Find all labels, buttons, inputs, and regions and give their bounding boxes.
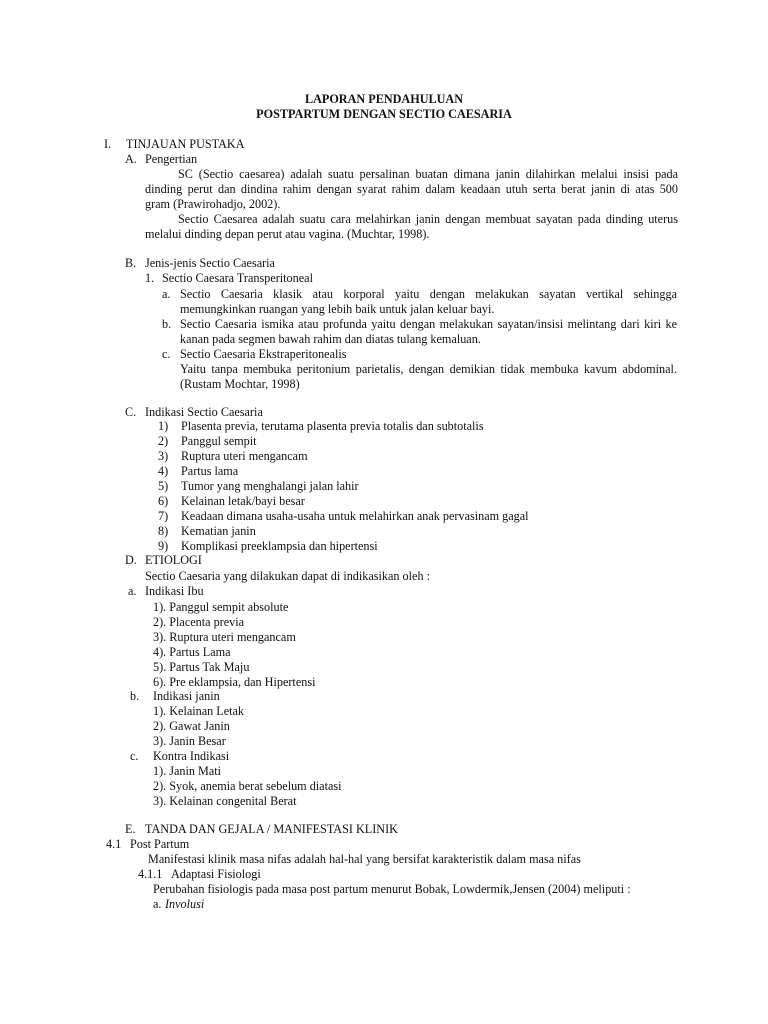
subsection-heading: Jenis-jenis Sectio Caesaria bbox=[145, 256, 275, 270]
list-item-continued: Yaitu tanpa membuka peritonium parietalis, dengan demikian tidak membuka kavum abdominal. bbox=[180, 362, 677, 376]
list-item: Plasenta previa, terutama plasenta previa totalis dan subtotalis bbox=[181, 419, 484, 433]
list-heading: Indikasi janin bbox=[153, 689, 220, 703]
list-item: Tumor yang menghalangi jalan lahir bbox=[181, 479, 359, 493]
list-item: 1). Panggul sempit absolute bbox=[153, 600, 289, 614]
paragraph-line: dinding perut dan dindina rahim dengan syarat rahim dalam keadaan utuh serta berat janin di atas 500 bbox=[145, 182, 678, 196]
subsection-label: B. bbox=[125, 256, 137, 270]
list-heading: Sectio Caesara Transperitoneal bbox=[162, 271, 313, 285]
list-letter: b. bbox=[162, 317, 172, 331]
paragraph-line: Sectio Caesaria yang dilakukan dapat di indikasikan oleh : bbox=[145, 569, 430, 583]
list-number: 5) bbox=[158, 479, 169, 493]
list-item: Sectio Caesaria klasik atau korporal yaitu dengan melakukan sayatan vertikal sehingga bbox=[180, 287, 677, 301]
list-letter: b. bbox=[130, 689, 140, 703]
paragraph-line: SC (Sectio caesarea) adalah suatu persalinan buatan dimana janin dilahirkan melalui insisi pada bbox=[178, 167, 678, 181]
list-number: 9) bbox=[158, 539, 169, 553]
list-item: 1). Kelainan Letak bbox=[153, 704, 245, 718]
subsection-heading: Pengertian bbox=[145, 152, 198, 166]
list-number: 1. bbox=[145, 271, 155, 285]
list-item: 1). Janin Mati bbox=[153, 764, 222, 778]
italic-term: Involusi bbox=[165, 897, 205, 911]
paragraph-line: gram (Prawirohadjo, 2002). bbox=[145, 197, 281, 211]
list-item-continued: memungkinkan ruangan yang lebih baik untuk jalan keluar bayi. bbox=[180, 302, 495, 316]
section-number: I. bbox=[104, 137, 112, 151]
list-letter: a. bbox=[153, 897, 162, 911]
list-number: 3) bbox=[158, 449, 169, 463]
list-item: Partus lama bbox=[181, 464, 239, 478]
list-number: 2) bbox=[158, 434, 169, 448]
list-item: Ruptura uteri mengancam bbox=[181, 449, 308, 463]
list-item: 6). Pre eklampsia, dan Hipertensi bbox=[153, 675, 316, 689]
list-item: 2). Syok, anemia berat sebelum diatasi bbox=[153, 779, 342, 793]
section-number: 4.1.1 bbox=[138, 867, 163, 881]
list-number: 7) bbox=[158, 509, 169, 523]
subsection-label: D. bbox=[125, 553, 137, 567]
list-number: 6) bbox=[158, 494, 169, 508]
list-item-continued: (Rustam Mochtar, 1998) bbox=[180, 377, 300, 391]
list-letter: a. bbox=[128, 584, 137, 598]
subsection-label: E. bbox=[125, 822, 136, 836]
list-item: 2). Placenta previa bbox=[153, 615, 245, 629]
list-heading: Adaptasi Fisiologi bbox=[171, 867, 261, 881]
list-heading: Post Partum bbox=[130, 837, 190, 851]
list-item: 5). Partus Tak Maju bbox=[153, 660, 250, 674]
list-letter: c. bbox=[130, 749, 139, 763]
section-heading: TINJAUAN PUSTAKA bbox=[126, 137, 245, 151]
list-heading: Kontra Indikasi bbox=[153, 749, 230, 763]
list-item: Sectio Caesaria Ekstraperitonealis bbox=[180, 347, 347, 361]
list-letter: c. bbox=[162, 347, 171, 361]
list-item: Kematian janin bbox=[181, 524, 256, 538]
list-item: 3). Janin Besar bbox=[153, 734, 226, 748]
paragraph-line: Perubahan fisiologis pada masa post partum menurut Bobak, Lowdermik,Jensen (2004) meliputi : bbox=[153, 882, 631, 896]
list-number: 4) bbox=[158, 464, 169, 478]
list-letter: a. bbox=[162, 287, 171, 301]
paragraph-line: Sectio Caesarea adalah suatu cara melahirkan janin dengan membuat sayatan pada dinding uterus bbox=[178, 212, 678, 226]
subsection-label: C. bbox=[125, 405, 137, 419]
list-item: 3). Ruptura uteri mengancam bbox=[153, 630, 296, 644]
subsection-heading: Indikasi Sectio Caesaria bbox=[145, 405, 263, 419]
list-item: Komplikasi preeklampsia dan hipertensi bbox=[181, 539, 378, 553]
subsection-label: A. bbox=[125, 152, 137, 166]
subsection-heading: TANDA DAN GEJALA / MANIFESTASI KLINIK bbox=[145, 822, 398, 836]
list-item bbox=[165, 897, 204, 912]
page-subtitle: POSTPARTUM DENGAN SECTIO CAESARIA bbox=[256, 107, 512, 121]
list-item-continued: kanan pada segmen bawah rahim dan diatas tulang kemaluan. bbox=[180, 332, 481, 346]
list-number: 1) bbox=[158, 419, 169, 433]
list-item: Kelainan letak/bayi besar bbox=[181, 494, 305, 508]
paragraph-line: melalui dinding depan perut atau vagina. (Muchtar, 1998). bbox=[145, 227, 430, 241]
list-item: Sectio Caesaria ismika atau profunda yaitu dengan melakukan sayatan/insisi melintang dari kiri ke bbox=[180, 317, 677, 331]
list-heading: Indikasi Ibu bbox=[145, 584, 204, 598]
list-item: Panggul sempit bbox=[181, 434, 257, 448]
paragraph-line: Manifestasi klinik masa nifas adalah hal-hal yang bersifat karakteristik dalam masa nifas bbox=[148, 852, 581, 866]
list-item: 4). Partus Lama bbox=[153, 645, 231, 659]
list-item: 2). Gawat Janin bbox=[153, 719, 230, 733]
subsection-heading: ETIOLOGI bbox=[145, 553, 202, 567]
list-item: 3). Kelainan congenital Berat bbox=[153, 794, 297, 808]
list-item: Keadaan dimana usaha-usaha untuk melahirkan anak pervasinam gagal bbox=[181, 509, 529, 523]
list-number: 8) bbox=[158, 524, 169, 538]
section-number: 4.1 bbox=[106, 837, 122, 851]
page-title: LAPORAN PENDAHULUAN bbox=[304, 92, 464, 106]
